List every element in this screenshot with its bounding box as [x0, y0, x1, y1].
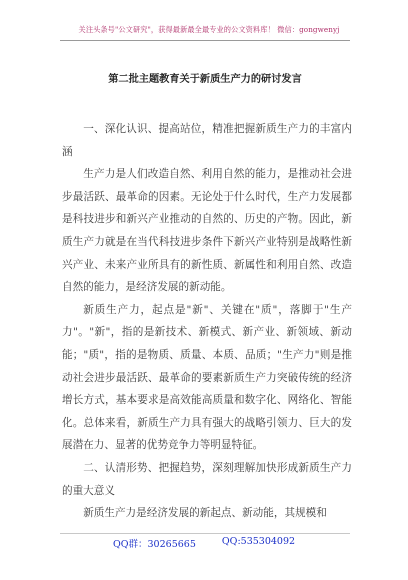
body-paragraph: 生产力是人们改造自然、利用自然的能力，是推动社会进步最活跃、最革命的因素。无论处于什么时代，生产力发展都是科技进步和新兴产业推动的自然的、历史的产物。因此，新质生产力就是在当代科技进步条件下新兴产业特别是战略性新兴产业、未来产业所具有的新性质、新属性和利用自然、改造自然的能力，是经济发展的新动能。 [62, 168, 352, 294]
body-paragraph: 新质生产力，起点是"新"、关键在"质"，落脚于"生产力"。"新"，指的是新技术、新模式、新产业、新领域、新动能；"质"，指的是物质、质量、本质、品质；"生产力"则是推动社会进步最活跃、最革命的要素新质生产力突破传统的经济增长方式，基本要求是高效能高质量和数字化、网络化、智能化。总体来看，新质生产力具有强大的战略引领力、巨大的发展潜在力、显著的优势竞争力等明显特征。 [62, 303, 352, 452]
footer-qq-number: QQ:535304092 [221, 536, 296, 547]
section-heading-1: 一、深化认识、提高站位，精准把握新质生产力的丰富内涵 [62, 123, 352, 158]
footer-contact [62, 536, 346, 550]
header-notice: 关注头条号"公文研究"，获得最新最全最专业的公文资料库！ 微信：gongwenyj [78, 25, 340, 34]
document-title: 第二批主题教育关于新质生产力的研讨发言 [108, 73, 302, 85]
header-divider [60, 40, 350, 41]
section-heading-2: 二、认清形势、把握趋势，深刻理解加快形成新质生产力的重大意义 [62, 461, 352, 497]
footer-qq-group: QQ群：30265665 [112, 539, 196, 550]
footer-divider [60, 533, 350, 534]
document-body [62, 118, 352, 525]
body-paragraph: 新质生产力是经济发展的新起点、新动能，其规模和 [83, 507, 327, 520]
